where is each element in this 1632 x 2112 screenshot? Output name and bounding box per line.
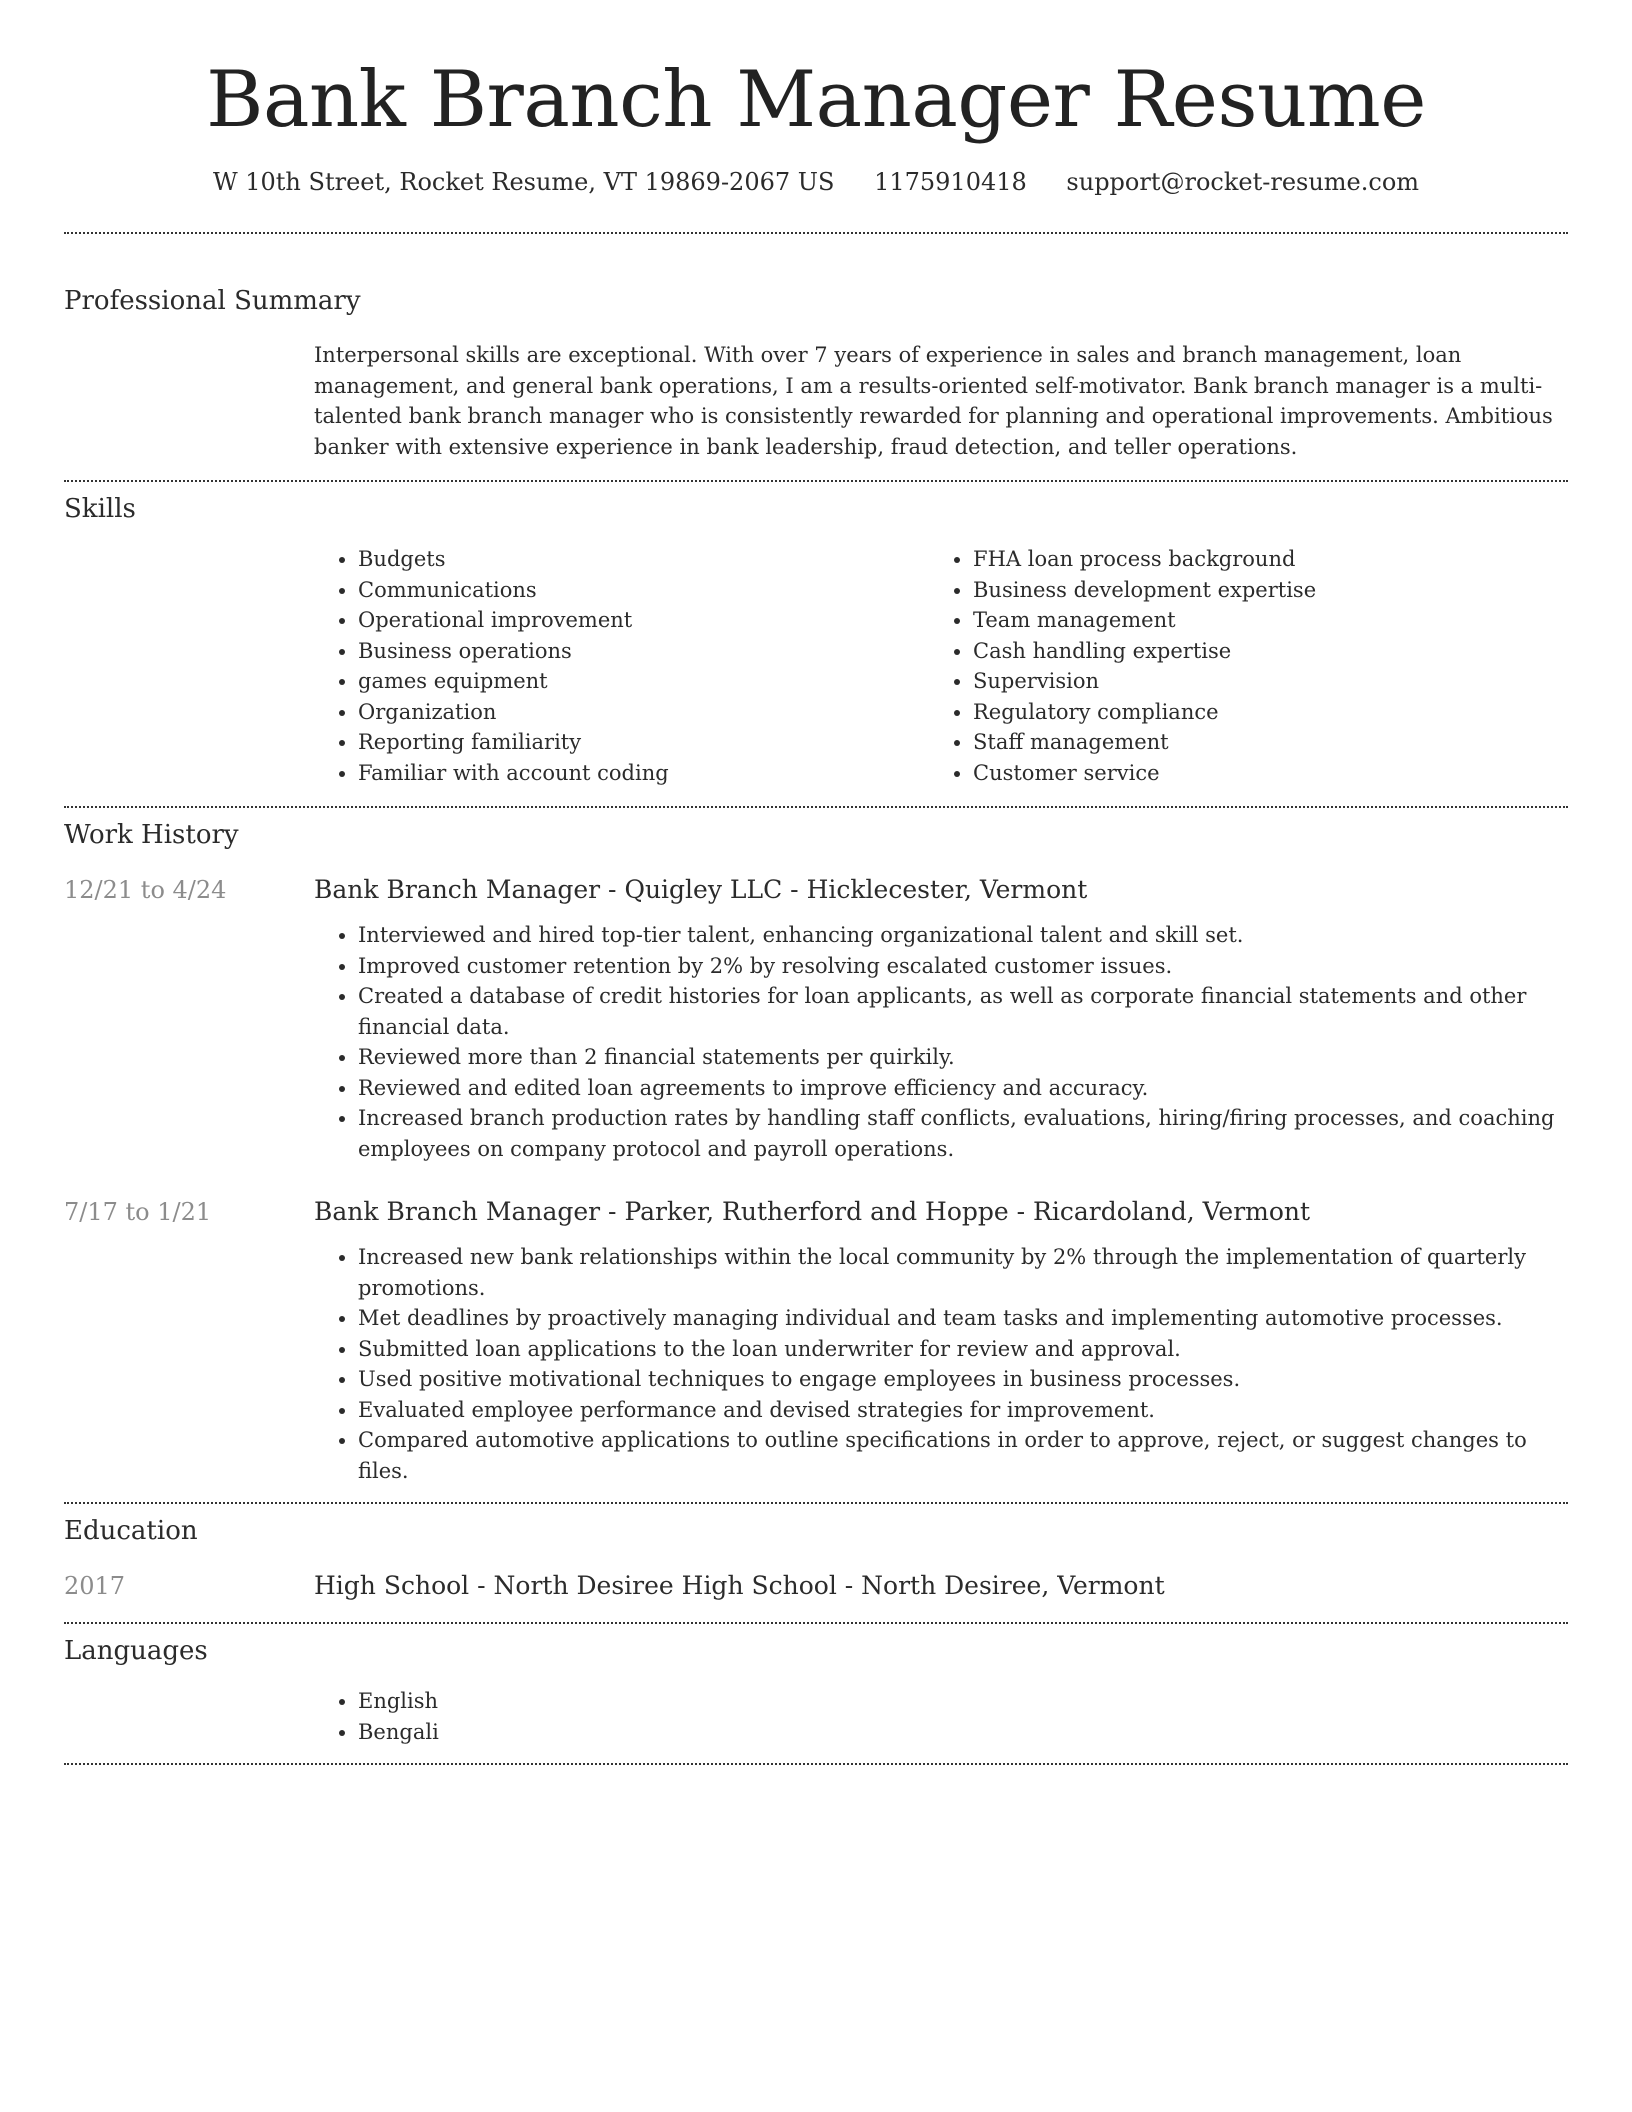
- skill-item: • FHA loan process background: [973, 544, 1544, 575]
- job-bullet: • Interviewed and hired top-tier talent, enhancing organizational talent and skill set.: [358, 920, 1568, 951]
- skills-section: [64, 482, 1568, 806]
- education-section: [64, 1504, 1568, 1622]
- job-bullet: • Used positive motivational techniques to engage employees in business processes.: [358, 1364, 1568, 1395]
- skill-item: • Business operations: [358, 636, 929, 667]
- job-entry: [64, 874, 1568, 1164]
- education-entry: [64, 1570, 1568, 1602]
- job-bullets: [314, 920, 1568, 1164]
- skill-item: • Reporting familiarity: [358, 727, 929, 758]
- education-date: 2017: [64, 1572, 126, 1600]
- skill-item: • Team management: [973, 605, 1544, 636]
- job-bullet: • Increased new bank relationships within the local community by 2% through the implementation of quarterly promotions.: [358, 1242, 1568, 1303]
- skill-item: • Customer service: [973, 758, 1544, 789]
- job-bullet: • Compared automotive applications to outline specifications in order to approve, reject, or suggest changes to files.: [358, 1425, 1568, 1486]
- skill-item: • Budgets: [358, 544, 929, 575]
- skill-item: • Operational improvement: [358, 605, 929, 636]
- skills-heading: Skills: [64, 494, 136, 524]
- languages-list: [314, 1686, 1568, 1747]
- job-date: 7/17 to 1/21: [64, 1198, 212, 1226]
- work-heading: Work History: [64, 820, 239, 850]
- education-heading: Education: [64, 1516, 198, 1546]
- job-bullet: • Reviewed more than 2 financial statements per quirkily.: [358, 1042, 1568, 1073]
- job-date: 12/21 to 4/24: [64, 876, 227, 904]
- divider: [64, 1763, 1568, 1765]
- summary-heading: Professional Summary: [64, 286, 361, 316]
- skill-item: • Organization: [358, 697, 929, 728]
- skill-item: • Familiar with account coding: [358, 758, 929, 789]
- language-item: • English: [358, 1686, 1568, 1717]
- skills-grid: [314, 544, 1568, 788]
- language-item: • Bengali: [358, 1717, 1568, 1748]
- job-bullet: • Reviewed and edited loan agreements to improve efficiency and accuracy.: [358, 1073, 1568, 1104]
- skill-item: • Business development expertise: [973, 575, 1544, 606]
- skill-item: • Communications: [358, 575, 929, 606]
- job-heading: Bank Branch Manager - Parker, Rutherford and Hoppe - Ricardoland, Vermont: [314, 1197, 1311, 1226]
- contact-phone: 1175910418: [874, 168, 1027, 196]
- contact-line: [64, 166, 1568, 198]
- resume-page: [64, 0, 1568, 1765]
- skills-list-right: [929, 544, 1544, 788]
- skill-item: • Regulatory compliance: [973, 697, 1544, 728]
- skill-item: • Staff management: [973, 727, 1544, 758]
- languages-section: [64, 1624, 1568, 1763]
- job-bullets: [314, 1242, 1568, 1486]
- job-bullet: • Increased branch production rates by handling staff conflicts, evaluations, hiring/firing processes, and coaching employees on company protocol and payroll operations.: [358, 1103, 1568, 1164]
- job-entry: [64, 1196, 1568, 1486]
- languages-heading: Languages: [64, 1636, 208, 1666]
- summary-section: [64, 234, 1568, 480]
- job-bullet: • Met deadlines by proactively managing individual and team tasks and implementing automotive processes.: [358, 1303, 1568, 1334]
- skills-list-left: [314, 544, 929, 788]
- skill-item: • Supervision: [973, 666, 1544, 697]
- education-heading-line: High School - North Desiree High School - North Desiree, Vermont: [314, 1571, 1165, 1600]
- contact-email: support@rocket-resume.com: [1066, 168, 1420, 196]
- work-section: [64, 808, 1568, 1502]
- job-heading: Bank Branch Manager - Quigley LLC - Hicklecester, Vermont: [314, 875, 1088, 904]
- job-bullet: • Submitted loan applications to the loan underwriter for review and approval.: [358, 1334, 1568, 1365]
- job-bullet: • Created a database of credit histories for loan applicants, as well as corporate financial statements and other financial data.: [358, 981, 1568, 1042]
- contact-address: W 10th Street, Rocket Resume, VT 19869-2067 US: [212, 168, 835, 196]
- page-title: Bank Branch Manager Resume: [206, 55, 1426, 145]
- skill-item: • games equipment: [358, 666, 929, 697]
- job-bullet: • Improved customer retention by 2% by resolving escalated customer issues.: [358, 951, 1568, 982]
- job-bullet: • Evaluated employee performance and devised strategies for improvement.: [358, 1395, 1568, 1426]
- summary-text: Interpersonal skills are exceptional. With over 7 years of experience in sales and branch management, loan management, and general bank operations, I am a results-oriented self-motivator. Bank branch manager is a multi-talented bank branch manager who is consistently rewarded for planning and operational improvements. Ambitious banker with extensive experience in bank leadership, fraud detection, and teller operations.: [314, 343, 1553, 459]
- skill-item: • Cash handling expertise: [973, 636, 1544, 667]
